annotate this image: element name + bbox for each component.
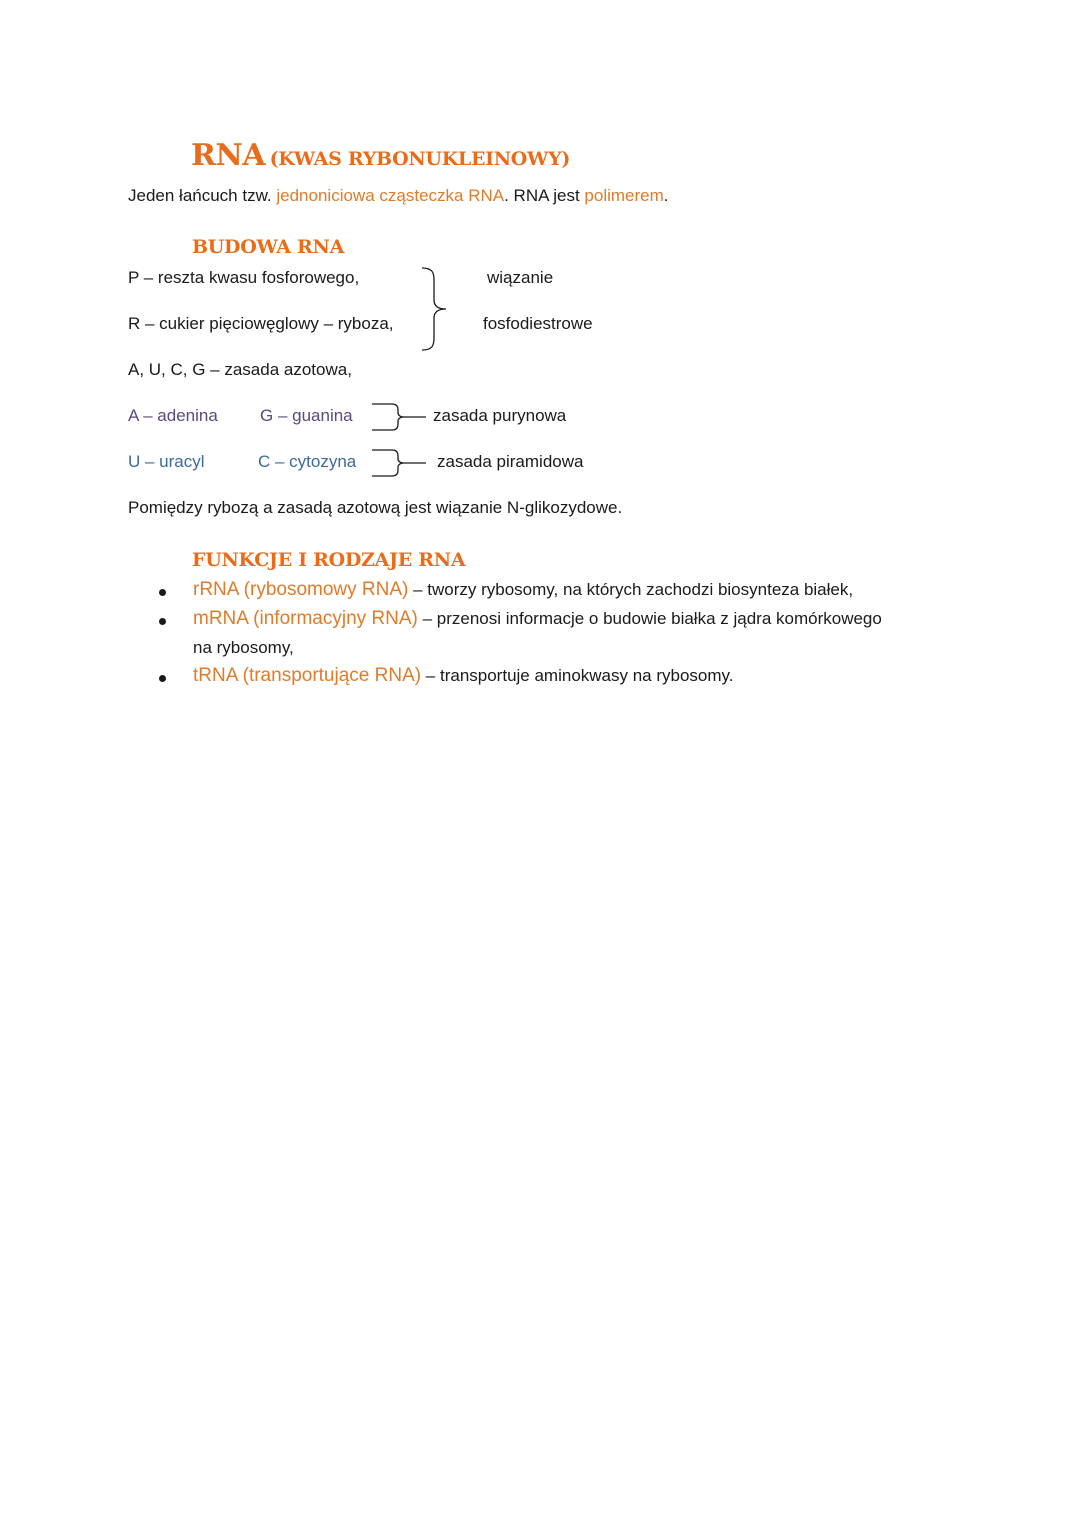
budowa-heading: BUDOWA RNA [192, 236, 345, 258]
page-title [191, 138, 570, 173]
intro-text-1: Jeden łańcuch tzw. [128, 186, 277, 205]
intro-highlight-2: polimerem [584, 186, 664, 205]
title-main: RNA [191, 138, 266, 173]
list-item-label: mRNA (informacyjny RNA) [193, 608, 418, 629]
intro-text-2: . RNA jest [504, 186, 585, 205]
bond-label-bottom: fosfodiestrowe [483, 314, 593, 333]
base-uracil: U – uracyl [128, 452, 205, 471]
line-bases: A, U, C, G – zasada azotowa, [128, 360, 352, 379]
list-item-text: – transportuje aminokwasy na rybosomy. [421, 666, 734, 685]
bond-label-top: wiązanie [487, 268, 554, 287]
intro-text-3: . [663, 186, 669, 205]
intro-paragraph [128, 186, 669, 206]
list-item-text-continued: na rybosomy, [193, 638, 294, 657]
base-adenine: A – adenina [128, 406, 218, 425]
bullet-icon [159, 618, 166, 625]
bullet-icon [159, 675, 166, 682]
title-subtitle: (KWAS RYBONUKLEINOWY) [269, 148, 571, 170]
line-ribose: R – cukier pięciowęglowy – ryboza, [128, 314, 394, 333]
list-item-text: – przenosi informacje o budowie białka z jądra komórkowego [417, 609, 882, 628]
list-item-trna [193, 665, 734, 687]
list-item-text: – tworzy rybosomy, na których zachodzi biosynteza białek, [408, 580, 854, 599]
funkcje-heading: FUNKCJE I RODZAJE RNA [192, 549, 466, 571]
intro-highlight-1: jednoniciowa cząsteczka RNA [276, 186, 505, 205]
base-guanine: G – guanina [260, 406, 353, 425]
label-purines: zasada purynowa [433, 406, 567, 425]
bullet-icon [159, 589, 166, 596]
list-item-rrna [193, 579, 853, 601]
list-item-label: rRNA (rybosomowy RNA) [193, 579, 409, 600]
list-item-label: tRNA (transportujące RNA) [193, 665, 422, 686]
list-item-mrna [193, 608, 882, 630]
glycoside-note: Pomiędzy rybozą a zasadą azotową jest wiązanie N-glikozydowe. [128, 498, 623, 517]
curly-brace-icon [418, 266, 458, 352]
label-pyrimidines: zasada piramidowa [437, 452, 584, 471]
bracket-pyrimidines-icon [370, 448, 430, 478]
bracket-purines-icon [370, 402, 430, 432]
line-phosphate: P – reszta kwasu fosforowego, [128, 268, 360, 287]
base-cytosine: C – cytozyna [258, 452, 357, 471]
